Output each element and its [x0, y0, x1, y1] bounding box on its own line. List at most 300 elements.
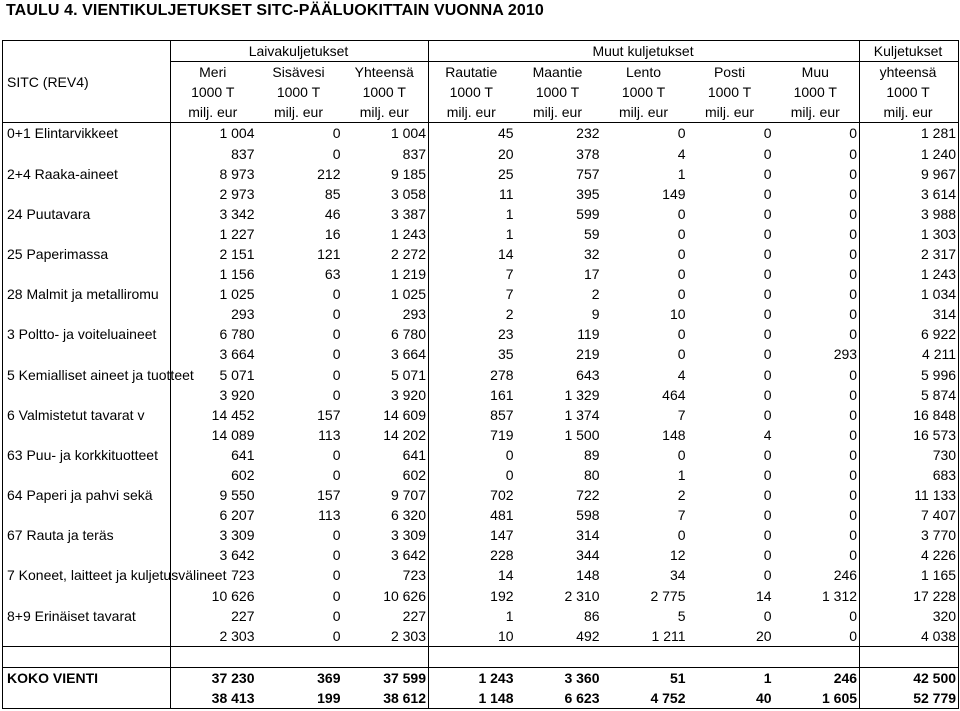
data-cell: 722	[576, 487, 600, 504]
data-cell: 148	[662, 426, 686, 443]
data-cell: 0	[849, 185, 858, 202]
unit-header-tonnes: 1000 T	[621, 84, 666, 101]
data-cell: 837	[402, 145, 427, 162]
data-cell: 1	[429, 224, 516, 244]
spacer-cell	[602, 646, 688, 667]
data-cell: 0	[763, 446, 772, 463]
data-cell: 14	[429, 565, 516, 585]
row-label: 24 Puutavara	[3, 204, 171, 224]
data-cell: 0	[849, 446, 858, 463]
data-cell: 3 309	[390, 527, 427, 544]
table-row	[3, 184, 959, 204]
spacer-cell	[516, 646, 602, 667]
total-row	[3, 688, 959, 709]
data-cell: 0	[763, 406, 772, 423]
data-cell: 0	[332, 326, 341, 343]
table-row	[3, 505, 959, 525]
data-cell: 643	[576, 366, 600, 383]
data-cell: 320	[860, 606, 959, 626]
column-header: Lento	[602, 62, 688, 83]
data-cell: 492	[516, 626, 602, 647]
data-cell: 0	[332, 346, 341, 363]
data-cell: 6 320	[390, 507, 427, 524]
total-label	[3, 688, 171, 709]
table-row	[3, 606, 959, 626]
data-cell: 1 500	[564, 426, 600, 443]
spacer-row	[3, 646, 959, 667]
row-label	[3, 224, 171, 244]
data-cell: 4	[677, 145, 686, 162]
data-cell: 0	[763, 125, 772, 142]
data-cell: 219	[576, 346, 600, 363]
data-cell: 192	[429, 586, 516, 606]
data-cell: 3 988	[860, 204, 959, 224]
data-cell: 9 550	[171, 485, 257, 505]
total-cell: 1 148	[429, 688, 516, 709]
table-row	[3, 143, 959, 163]
data-cell: 0	[849, 286, 858, 303]
data-cell: 464	[662, 386, 686, 403]
data-cell: 148	[576, 567, 600, 584]
data-cell: 0	[332, 286, 341, 303]
data-cell: 11 133	[860, 485, 959, 505]
unit-header-eur: milj. eur	[774, 102, 860, 123]
data-cell: 0	[849, 266, 858, 283]
data-cell: 9 707	[390, 487, 427, 504]
data-cell: 3 664	[171, 344, 257, 364]
data-cell: 602	[402, 467, 427, 484]
data-cell: 17	[583, 266, 600, 283]
data-cell: 14 609	[383, 406, 427, 423]
row-label: 64 Paperi ja pahvi sekä	[3, 485, 171, 505]
data-cell: 1 004	[390, 125, 427, 142]
data-cell: 14 452	[171, 405, 257, 425]
data-cell: 2 303	[343, 626, 429, 647]
data-cell: 0	[763, 467, 772, 484]
table-row	[3, 445, 959, 465]
row-label	[3, 545, 171, 565]
spacer-cell	[860, 646, 959, 667]
table-row	[3, 385, 959, 405]
data-cell: 1 034	[860, 284, 959, 304]
data-cell: 7 407	[860, 505, 959, 525]
data-cell: 16 573	[860, 425, 959, 445]
total-cell: 1 243	[429, 667, 516, 688]
data-cell: 0	[763, 487, 772, 504]
unit-header-tonnes: 1000 T	[362, 84, 406, 101]
total-cell: 52 779	[860, 688, 959, 709]
data-cell: 293	[833, 346, 858, 363]
table-row	[3, 123, 959, 144]
data-cell: 1	[429, 204, 516, 224]
data-cell: 3 614	[860, 184, 959, 204]
data-cell: 5 071	[171, 365, 257, 385]
data-cell: 0	[677, 286, 686, 303]
data-cell: 1 303	[860, 224, 959, 244]
data-cell: 34	[669, 567, 686, 584]
table-row	[3, 626, 959, 647]
data-cell: 0	[677, 245, 686, 262]
table-row	[3, 204, 959, 224]
data-cell: 1 374	[564, 406, 600, 423]
data-cell: 227	[171, 606, 257, 626]
row-label	[3, 465, 171, 485]
table-row	[3, 304, 959, 324]
total-cell: 246	[774, 667, 860, 688]
data-cell: 1 219	[390, 266, 427, 283]
row-label	[3, 586, 171, 606]
column-header: Sisävesi	[257, 62, 343, 83]
data-cell: 9 967	[860, 164, 959, 184]
data-cell: 0	[429, 445, 516, 465]
spacer-cell	[774, 646, 860, 667]
data-cell: 149	[662, 185, 686, 202]
total-cell: 1 605	[774, 688, 860, 709]
group-header-kuljetukset: Kuljetukset	[860, 41, 959, 62]
data-cell: 314	[860, 304, 959, 324]
data-cell: 0	[763, 205, 772, 222]
data-cell: 723	[171, 565, 257, 585]
table-row	[3, 324, 959, 344]
data-cell: 0	[332, 587, 341, 604]
data-cell: 212	[317, 165, 341, 182]
data-cell: 0	[763, 145, 772, 162]
data-cell: 0	[849, 165, 858, 182]
spacer-cell	[429, 646, 516, 667]
data-cell: 0	[849, 225, 858, 242]
data-cell: 4 038	[860, 626, 959, 647]
data-cell: 0	[763, 547, 772, 564]
data-cell: 0	[677, 266, 686, 283]
data-cell: 3 642	[171, 545, 257, 565]
data-cell: 0	[332, 547, 341, 564]
data-cell: 113	[318, 426, 341, 443]
data-cell: 2 973	[171, 184, 257, 204]
column-header: Meri	[171, 62, 257, 83]
unit-header-eur: milj. eur	[429, 102, 516, 123]
unit-header-eur: milj. eur	[171, 102, 257, 123]
unit-header-eur: milj. eur	[602, 102, 688, 123]
data-cell: 2	[591, 286, 600, 303]
data-cell: 598	[576, 507, 600, 524]
data-cell: 0	[332, 125, 341, 142]
data-cell: 0	[332, 467, 341, 484]
data-cell: 7	[429, 264, 516, 284]
data-cell: 0	[677, 125, 686, 142]
data-cell: 10	[429, 626, 516, 647]
data-cell: 0	[332, 527, 341, 544]
data-cell: 599	[576, 205, 600, 222]
data-cell: 6 780	[390, 326, 427, 343]
data-cell: 481	[429, 505, 516, 525]
total-cell: 51	[602, 667, 688, 688]
data-cell: 2 272	[390, 245, 427, 262]
data-cell: 6 922	[860, 324, 959, 344]
row-label: 6 Valmistetut tavarat v	[3, 405, 171, 425]
data-cell: 232	[576, 125, 600, 142]
table-row	[3, 284, 959, 304]
data-cell: 7	[429, 284, 516, 304]
data-cell: 0	[677, 225, 686, 242]
data-cell: 0	[763, 607, 772, 624]
column-header: Muu	[774, 62, 860, 83]
unit-header-tonnes: 1000 T	[429, 82, 516, 102]
data-cell: 16	[324, 225, 341, 242]
data-cell: 8 973	[171, 164, 257, 184]
data-cell: 20	[688, 626, 774, 647]
data-cell: 161	[429, 385, 516, 405]
data-cell: 9 185	[390, 165, 427, 182]
data-cell: 0	[763, 245, 772, 262]
data-cell: 702	[429, 485, 516, 505]
unit-header-tonnes: 1000 T	[860, 82, 959, 102]
data-cell: 0	[763, 366, 772, 383]
total-label: KOKO VIENTI	[3, 667, 171, 688]
column-header: yhteensä	[860, 62, 959, 83]
data-cell: 157	[317, 487, 341, 504]
data-cell: 0	[677, 326, 686, 343]
row-label: 28 Malmit ja metalliromu	[3, 284, 171, 304]
data-cell: 121	[317, 245, 341, 262]
data-cell: 157	[317, 406, 341, 423]
data-cell: 1 004	[171, 123, 257, 144]
row-label	[3, 143, 171, 163]
data-cell: 0	[763, 527, 772, 544]
data-cell: 10 626	[171, 586, 257, 606]
row-label	[3, 304, 171, 324]
spacer-cell	[688, 646, 774, 667]
data-cell: 4 211	[860, 344, 959, 364]
data-cell: 344	[576, 547, 600, 564]
data-cell: 5	[677, 607, 686, 624]
table-row	[3, 545, 959, 565]
data-cell: 246	[833, 567, 858, 584]
data-cell: 0	[763, 286, 772, 303]
data-cell: 1	[677, 467, 686, 484]
group-header-muut: Muut kuljetukset	[429, 41, 860, 62]
data-cell: 3 642	[390, 547, 427, 564]
data-cell: 1 240	[860, 143, 959, 163]
data-cell: 0	[849, 386, 858, 403]
row-label: 25 Paperimassa	[3, 244, 171, 264]
table-row	[3, 586, 959, 606]
data-cell: 0	[763, 567, 772, 584]
data-cell: 2	[677, 487, 686, 504]
total-cell: 38 413	[171, 688, 257, 709]
unit-header-tonnes: 1000 T	[707, 84, 752, 101]
group-header-laiva: Laivakuljetukset	[171, 41, 429, 62]
data-cell: 1 243	[860, 264, 959, 284]
sitc-header: SITC (REV4)	[3, 41, 171, 123]
data-cell: 7	[677, 406, 686, 423]
data-cell: 14 089	[171, 425, 257, 445]
data-cell: 0	[849, 507, 858, 524]
data-cell: 0	[763, 386, 772, 403]
data-cell: 602	[171, 465, 257, 485]
data-cell: 5 071	[390, 366, 427, 383]
data-cell: 59	[583, 225, 600, 242]
data-cell: 730	[860, 445, 959, 465]
data-cell: 6 780	[171, 324, 257, 344]
unit-header-tonnes: 1000 T	[171, 82, 257, 102]
unit-header-eur: milj. eur	[860, 102, 959, 123]
table-row	[3, 525, 959, 545]
data-cell: 0	[849, 547, 858, 564]
data-cell: 17 228	[860, 586, 959, 606]
data-cell: 0	[332, 306, 341, 323]
data-cell: 0	[677, 346, 686, 363]
total-cell: 4 752	[602, 688, 688, 709]
data-cell: 0	[332, 366, 341, 383]
total-cell: 37 230	[171, 667, 257, 688]
total-cell: 37 599	[343, 667, 429, 688]
column-header: Maantie	[516, 62, 602, 83]
data-cell: 3 920	[171, 385, 257, 405]
spacer-cell	[171, 646, 257, 667]
data-cell: 6 207	[171, 505, 257, 525]
data-cell: 0	[849, 426, 858, 443]
data-cell: 293	[171, 304, 257, 324]
data-cell: 683	[860, 465, 959, 485]
unit-header-eur: milj. eur	[688, 102, 774, 123]
data-cell: 2 775	[650, 587, 686, 604]
table-row	[3, 365, 959, 385]
total-cell: 38 612	[343, 688, 429, 709]
data-cell: 4	[677, 366, 686, 383]
data-cell: 3 309	[171, 525, 257, 545]
data-cell: 3 770	[860, 525, 959, 545]
column-header: Rautatie	[429, 62, 516, 83]
data-cell: 2	[429, 304, 516, 324]
data-cell: 314	[576, 527, 600, 544]
data-cell: 25	[429, 164, 516, 184]
data-cell: 1 227	[171, 224, 257, 244]
table-row	[3, 485, 959, 505]
data-cell: 4 226	[860, 545, 959, 565]
data-cell: 278	[429, 365, 516, 385]
data-cell: 0	[849, 487, 858, 504]
table-row	[3, 565, 959, 585]
data-cell: 0	[763, 507, 772, 524]
data-cell: 14 202	[383, 426, 427, 443]
table-row	[3, 425, 959, 445]
data-cell: 14	[429, 244, 516, 264]
data-cell: 5 874	[860, 385, 959, 405]
data-cell: 757	[576, 165, 600, 182]
data-cell: 86	[583, 607, 600, 624]
data-cell: 11	[429, 184, 516, 204]
data-cell: 0	[332, 567, 341, 584]
data-cell: 0	[849, 306, 858, 323]
row-label	[3, 626, 171, 647]
data-cell: 32	[583, 245, 600, 262]
unit-header-eur: milj. eur	[257, 102, 343, 123]
table-row	[3, 264, 959, 284]
data-cell: 113	[318, 507, 341, 524]
data-cell: 1 025	[390, 286, 427, 303]
data-cell: 3 058	[390, 185, 427, 202]
export-transport-table	[2, 40, 959, 709]
data-cell: 46	[324, 205, 341, 222]
data-cell: 0	[763, 306, 772, 323]
data-cell: 0	[849, 607, 858, 624]
data-cell: 719	[429, 425, 516, 445]
data-cell: 3 387	[390, 205, 427, 222]
unit-header-tonnes: 1000 T	[793, 84, 837, 101]
unit-header-tonnes: 1000 T	[276, 84, 321, 101]
data-cell: 0	[257, 626, 343, 647]
row-label: 8+9 Erinäiset tavarat	[3, 606, 171, 626]
data-cell: 0	[332, 607, 341, 624]
data-cell: 7	[677, 507, 686, 524]
total-row	[3, 667, 959, 688]
data-cell: 0	[763, 185, 772, 202]
page-title: TAULU 4. VIENTIKULJETUKSET SITC-PÄÄLUOKITTAIN VUONNA 2010	[6, 2, 544, 19]
data-cell: 0	[849, 125, 858, 142]
data-cell: 10 626	[383, 587, 427, 604]
data-cell: 1 243	[390, 225, 427, 242]
data-cell: 1 329	[564, 386, 600, 403]
data-cell: 0	[332, 145, 341, 162]
total-cell: 1	[688, 667, 774, 688]
data-cell: 227	[402, 607, 427, 624]
data-cell: 723	[402, 567, 427, 584]
data-cell: 0	[774, 626, 860, 647]
data-cell: 641	[171, 445, 257, 465]
data-cell: 837	[171, 143, 257, 163]
data-cell: 10	[669, 306, 686, 323]
data-cell: 23	[429, 324, 516, 344]
data-cell: 0	[763, 266, 772, 283]
data-cell: 12	[669, 547, 686, 564]
spacer-cell	[343, 646, 429, 667]
data-cell: 63	[324, 266, 341, 283]
data-cell: 0	[849, 406, 858, 423]
data-cell: 20	[429, 143, 516, 163]
data-cell: 0	[677, 205, 686, 222]
data-cell: 0	[429, 465, 516, 485]
data-cell: 1 211	[602, 626, 688, 647]
data-cell: 0	[849, 527, 858, 544]
total-cell: 42 500	[860, 667, 959, 688]
data-cell: 0	[849, 205, 858, 222]
data-cell: 1	[677, 165, 686, 182]
row-label: 0+1 Elintarvikkeet	[3, 123, 171, 144]
column-header: Posti	[688, 62, 774, 83]
row-label	[3, 184, 171, 204]
total-cell: 199	[257, 688, 343, 709]
spacer-cell	[3, 646, 171, 667]
data-cell: 0	[763, 225, 772, 242]
data-cell: 0	[849, 366, 858, 383]
data-cell: 0	[763, 165, 772, 182]
data-cell: 3 664	[390, 346, 427, 363]
data-cell: 2 317	[860, 244, 959, 264]
total-cell: 3 360	[516, 667, 602, 688]
column-header: Yhteensä	[343, 62, 429, 83]
data-cell: 1 025	[171, 284, 257, 304]
data-cell: 14	[755, 587, 772, 604]
total-cell: 369	[257, 667, 343, 688]
data-cell: 3 342	[171, 204, 257, 224]
row-label: 2+4 Raaka-aineet	[3, 164, 171, 184]
data-cell: 1	[429, 606, 516, 626]
data-cell: 2 310	[564, 587, 600, 604]
data-cell: 228	[429, 545, 516, 565]
unit-header-tonnes: 1000 T	[535, 84, 580, 101]
row-label: 5 Kemialliset aineet ja tuotteet	[3, 365, 171, 385]
row-label	[3, 264, 171, 284]
